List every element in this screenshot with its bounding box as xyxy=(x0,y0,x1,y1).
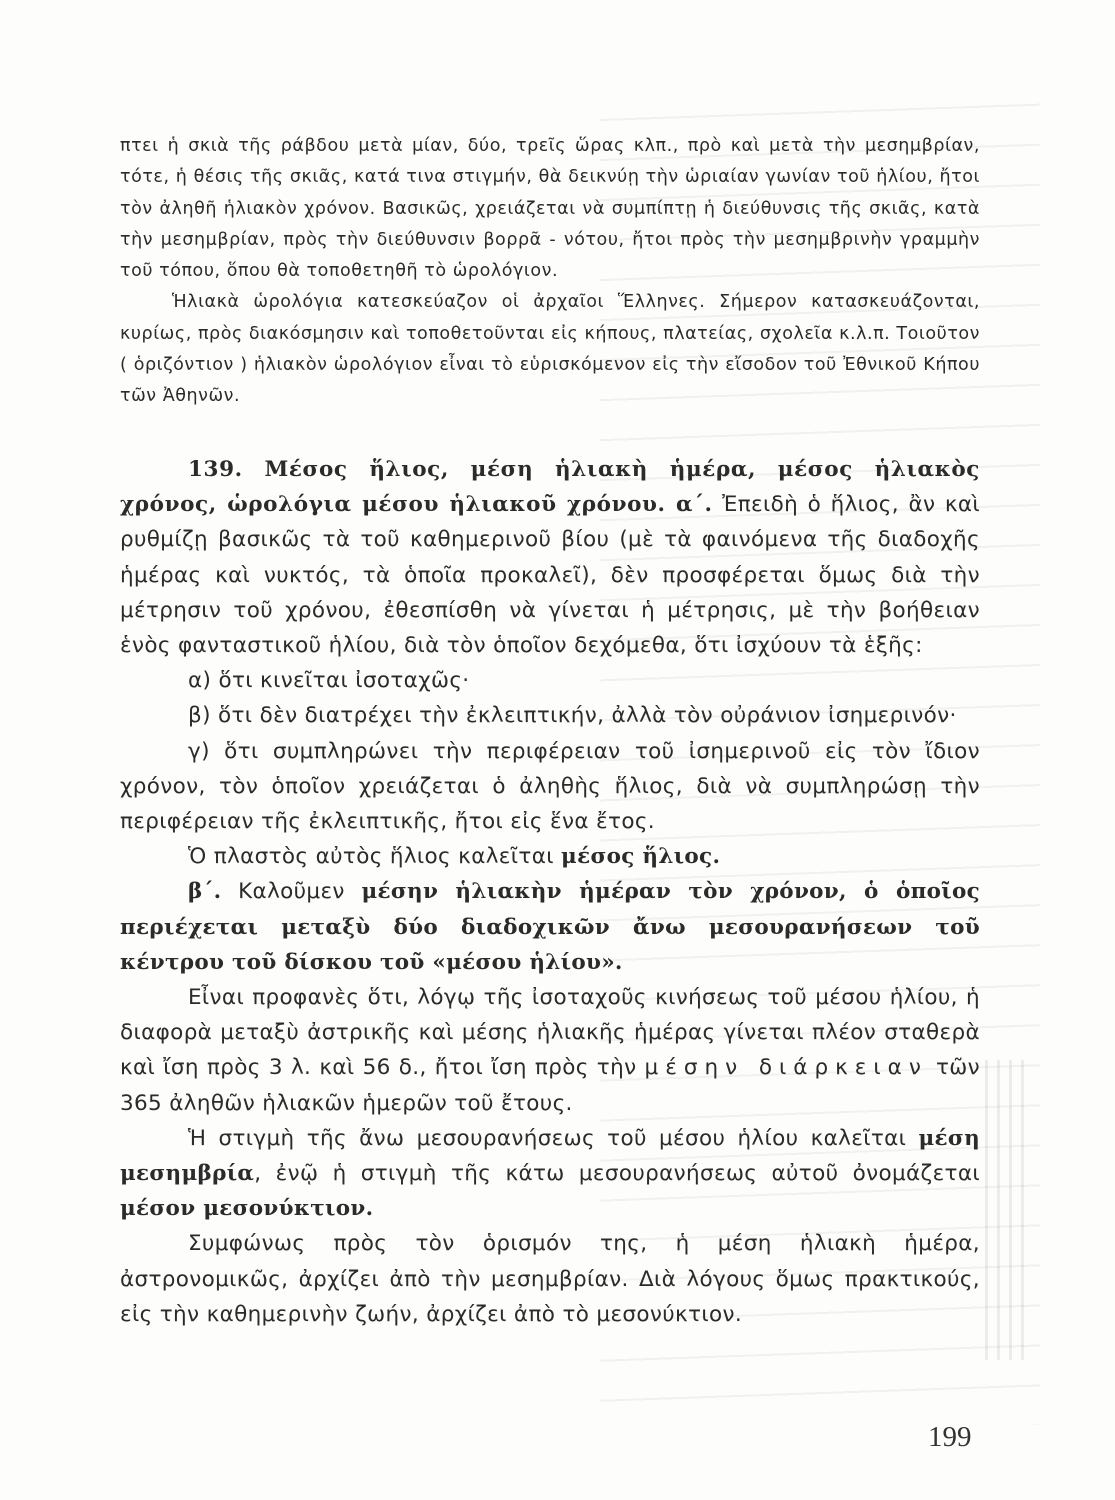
definition-b-label: β΄. xyxy=(188,879,222,905)
noon-paragraph xyxy=(120,1121,980,1227)
section-139 xyxy=(120,452,980,1332)
difference-text: Εἶναι προφανὲς ὅτι, λόγῳ τῆς ἰσοταχοῦς κινήσεως τοῦ μέσου ἡλίου, ἡ διαφορὰ μεταξὺ ἀστρικῆς καὶ μέσης ἡλιακῆς ἡμέρας γίνεται πλέον σταθερὰ καὶ ἴση πρὸς 3 λ. καὶ 56 δ., ἤτοι ἴση πρὸς τὴν xyxy=(120,985,980,1081)
difference-text-end: τῶν 365 ἀληθῶν ἡλιακῶν ἡμερῶν τοῦ ἔτους. xyxy=(120,1055,980,1116)
difference-term: μέσην διάρκειαν xyxy=(644,1055,928,1081)
fake-sun-text: Ὁ πλαστὸς αὐτὸς ἥλιος καλεῖται xyxy=(188,844,554,870)
fake-sun-paragraph xyxy=(120,839,980,874)
closing-paragraph: Συμφώνως πρὸς τὸν ὁρισμόν της, ἡ μέση ἡλιακὴ ἡμέρα, ἀστρονομικῶς, ἀρχίζει ἀπὸ τὴν μεσημβρίαν. Διὰ λόγους ὅμως πρακτικούς, εἰς τὴν καθημερινὴν ζωήν, ἀρχίζει ἀπὸ τὸ μεσονύκτιον. xyxy=(120,1231,980,1327)
difference-paragraph xyxy=(120,980,980,1121)
section-heading-paragraph xyxy=(120,452,980,663)
list-item-a: α) ὅτι κινεῖται ἰσοταχῶς· xyxy=(188,668,470,694)
noon-text: Ἡ στιγμὴ τῆς ἄνω μεσουρανήσεως τοῦ μέσου ἡλίου καλεῖται xyxy=(188,1125,907,1151)
fake-sun-term: μέσος ἥλιος. xyxy=(561,844,721,870)
intro-paragraph-1: πτει ἡ σκιὰ τῆς ράβδου μετὰ μίαν, δύο, τρεῖς ὥρας κλπ., πρὸ καὶ μετὰ τὴν μεσημβρίαν, τότε, ἡ θέσις τῆς σκιᾶς, κατά τινα στιγμήν, θὰ δεικνύῃ τὴν ὡριαίαν γωνίαν τοῦ ἡλίου, ἤτοι τὸν ἀληθῆ ἡλιακὸν χρόνον. Βασικῶς, χρειάζεται νὰ συμπίπτῃ ἡ διεύθυνσις τῆς σκιᾶς, κατὰ τὴν μεσημβρίαν, πρὸς τὴν διεύθυνσιν βορρᾶ - νότου, ἤτοι πρὸς τὴν μεσημβρινὴν γραμμὴν τοῦ τόπου, ὅπου θὰ τοποθετηθῆ τὸ ὡρολόγιον. xyxy=(120,136,980,282)
mean-noon-term: μέση μεσημβρία xyxy=(120,1125,981,1187)
noon-text-mid: , ἐνῷ ἡ στιγμὴ τῆς κάτω μεσουρανήσεως αὐτοῦ ὀνομάζεται xyxy=(254,1161,980,1187)
mean-midnight-term: μέσον μεσονύκτιον. xyxy=(120,1196,374,1222)
list-item-b: β) ὅτι δὲν διατρέχει τὴν ἐκλειπτικήν, ἀλλὰ τὸν οὐράνιον ἰσημερινόν· xyxy=(188,703,957,729)
section-a-text: Ἐπειδὴ ὁ ἥλιος, ἂν καὶ ρυθμίζῃ βασικῶς τὰ τοῦ καθημερινοῦ βίου (μὲ τὰ φαινόμενα τῆς διαδοχῆς ἡμέρας καὶ νυκτός, τὰ ὁποῖα προκαλεῖ), δὲν προσφέρεται ὅμως διὰ τὴν μέτρησιν τοῦ χρόνου, ἐθεσπίσθη νὰ γίνεται ἡ μέτρησις, μὲ τὴν βοήθειαν ἑνὸς φανταστικοῦ ἡλίου, διὰ τὸν ὁποῖον δεχόμεθα, ὅτι ἰσχύουν τὰ ἑξῆς: xyxy=(120,492,980,659)
intro-section xyxy=(120,131,980,413)
section-heading: 139. Μέσος ἥλιος, μέση ἡλιακὴ ἡμέρα, μέσος ἡλιακὸς χρόνος, ὡρολόγια μέσου ἡλιακοῦ χρόνου. α΄. xyxy=(120,457,980,518)
definition-b-text: Καλοῦμεν xyxy=(238,879,345,905)
intro-paragraph-2: Ἡλιακὰ ὡρολόγια κατεσκεύαζον οἱ ἀρχαῖοι Ἕλληνες. Σήμερον κατασκευάζονται, κυρίως, πρὸς διακόσμησιν καὶ τοποθετοῦνται εἰς κήπους, πλατείας, σχολεῖα κ.λ.π. Τοιοῦτον ( ὁριζόντιον ) ἡλιακὸν ὡρολόγιον εἶναι τὸ εὑρισκόμενον εἰς τὴν εἴσοδον τοῦ Ἐθνικοῦ Κήπου τῶν Ἀθηνῶν. xyxy=(120,292,980,407)
definition-b-paragraph xyxy=(120,874,980,980)
bleed-through-vertical-text xyxy=(985,1060,1025,1360)
page-number: 199 xyxy=(928,1421,972,1453)
definition-b-term: μέσην ἡλιακὴν ἡμέραν τὸν χρόνον, ὁ ὁποῖος περιέχεται μεταξὺ δύο διαδοχικῶν ἄνω μεσουρανήσεων τοῦ κέντρου τοῦ δίσκου τοῦ «μέσου ἡλίου». xyxy=(120,879,981,975)
list-item-c: γ) ὅτι συμπληρώνει τὴν περιφέρειαν τοῦ ἰσημερινοῦ εἰς τὸν ἴδιον χρόνον, τὸν ὁποῖον χρειάζεται ὁ ἀληθὴς ἥλιος, διὰ νὰ συμπληρώσῃ τὴν περιφέρειαν τῆς ἐκλειπτικῆς, ἤτοι εἰς ἕνα ἔτος. xyxy=(120,738,980,835)
